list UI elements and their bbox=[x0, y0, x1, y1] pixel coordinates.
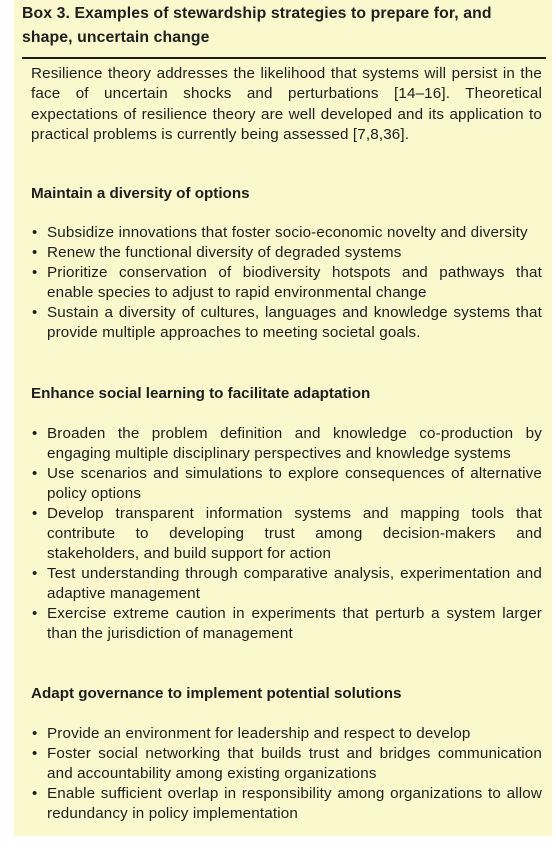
bullet-icon: • bbox=[32, 565, 38, 582]
box-title: Box 3. Examples of stewardship strategies to prepare for, and shape, uncertain change bbox=[22, 5, 492, 46]
list-item-text: Broaden the problem definition and knowledge co-production by engaging multiple disciplinary perspectives and knowledge systems bbox=[47, 425, 542, 462]
list-item bbox=[31, 464, 542, 504]
bullet-icon: • bbox=[32, 244, 38, 261]
list-item-text: Use scenarios and simulations to explore consequences of alternative policy options bbox=[47, 465, 542, 502]
list-item bbox=[31, 263, 542, 303]
section-heading-social-learning: Enhance social learning to facilitate adaptation bbox=[31, 385, 371, 402]
bullet-list-diversity bbox=[31, 223, 542, 343]
bullet-list-governance bbox=[31, 724, 542, 824]
list-item-text: Prioritize conservation of biodiversity hotspots and pathways that enable species to adjust to rapid environmental change bbox=[47, 264, 542, 301]
list-item bbox=[31, 564, 542, 604]
list-item bbox=[31, 243, 542, 263]
list-item bbox=[31, 784, 542, 824]
section-heading-governance: Adapt governance to implement potential solutions bbox=[31, 685, 402, 702]
list-item bbox=[31, 303, 542, 343]
list-item bbox=[31, 504, 542, 564]
title-divider bbox=[22, 57, 546, 59]
list-item bbox=[31, 424, 542, 464]
list-item bbox=[31, 223, 542, 243]
bullet-icon: • bbox=[32, 785, 38, 802]
bullet-icon: • bbox=[32, 465, 38, 482]
list-item bbox=[31, 744, 542, 784]
list-item-text: Provide an environment for leadership and respect to develop bbox=[47, 725, 471, 742]
bullet-icon: • bbox=[32, 224, 38, 241]
list-item-text: Foster social networking that builds trust and bridges communication and accountability among existing organizations bbox=[47, 745, 542, 782]
bullet-icon: • bbox=[32, 605, 38, 622]
bullet-icon: • bbox=[32, 304, 38, 321]
bullet-icon: • bbox=[32, 264, 38, 281]
list-item-text: Sustain a diversity of cultures, languages and knowledge systems that provide multiple approaches to meeting societal goals. bbox=[47, 304, 542, 341]
bullet-icon: • bbox=[32, 725, 38, 742]
bullet-icon: • bbox=[32, 425, 38, 442]
list-item-text: Develop transparent information systems and mapping tools that contribute to developing trust among decision-makers and stakeholders, and build support for action bbox=[47, 505, 542, 562]
bullet-icon: • bbox=[32, 745, 38, 762]
list-item bbox=[31, 724, 542, 744]
list-item-text: Enable sufficient overlap in responsibility among organizations to allow redundancy in policy implementation bbox=[47, 785, 542, 822]
list-item-text: Renew the functional diversity of degraded systems bbox=[47, 244, 402, 261]
list-item bbox=[31, 604, 542, 644]
intro-paragraph: Resilience theory addresses the likelihood that systems will persist in the face of uncertain shocks and perturbations [14–16]. Theoretical expectations of resilience theory are well developed and its application to practical problems is currently being assessed [7,8,36]. bbox=[31, 65, 542, 143]
list-item-text: Exercise extreme caution in experiments that perturb a system larger than the jurisdiction of management bbox=[47, 605, 542, 642]
bullet-list-social-learning bbox=[31, 424, 542, 644]
list-item-text: Test understanding through comparative analysis, experimentation and adaptive management bbox=[47, 565, 542, 602]
list-item-text: Subsidize innovations that foster socio-economic novelty and diversity bbox=[47, 224, 528, 241]
bullet-icon: • bbox=[32, 505, 38, 522]
section-heading-diversity: Maintain a diversity of options bbox=[31, 185, 250, 202]
